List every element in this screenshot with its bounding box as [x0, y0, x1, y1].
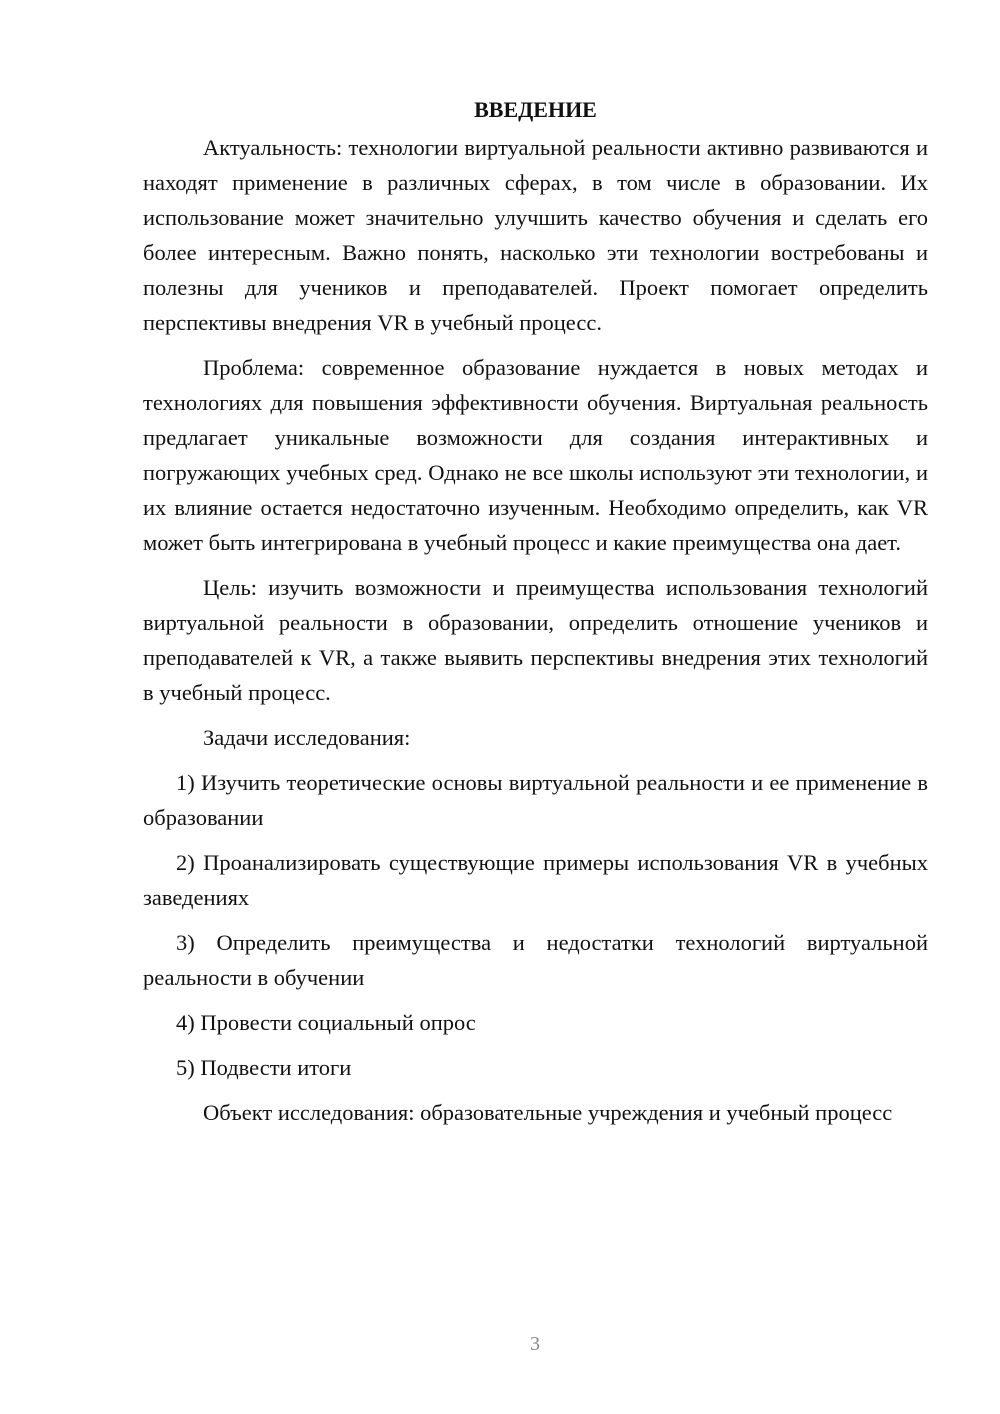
task-item-5: 5) Подвести итоги — [176, 1055, 352, 1080]
page-number: 3 — [530, 1333, 540, 1355]
task-item-1: 1) Изучить теоретические основы виртуальной реальности и ее применение в образовании — [143, 770, 928, 830]
document-body — [143, 92, 928, 1140]
tasks-heading: Задачи исследования: — [203, 725, 411, 750]
task-item-4: 4) Провести социальный опрос — [176, 1010, 476, 1035]
paragraph-problem: Проблема: современное образование нуждается в новых методах и технологиях для повышения эффективности обучения. Виртуальная реальность предлагает уникальные возможности для создания интерактивных и погружающих учебных сред. Однако не все школы используют эти технологии, и их влияние остается недостаточно изученным. Необходимо определить, как VR может быть интегрирована в учебный процесс и какие преимущества она дает. — [143, 355, 928, 555]
paragraph-goal: Цель: изучить возможности и преимущества использования технологий виртуальной реальности в образовании, определить отношение учеников и преподавателей к VR, а также выявить перспективы внедрения этих технологий в учебный процесс. — [143, 575, 928, 705]
task-item-2: 2) Проанализировать существующие примеры использования VR в учебных заведениях — [143, 850, 928, 910]
task-item-3: 3) Определить преимущества и недостатки технологий виртуальной реальности в обучении — [143, 930, 928, 990]
page-title: ВВЕДЕНИЕ — [474, 97, 597, 122]
paragraph-relevance: Актуальность: технологии виртуальной реальности активно развиваются и находят применение в различных сферах, в том числе в образовании. Их использование может значительно улучшить качество обучения и сделать его более интересным. Важно понять, насколько эти технологии востребованы и полезны для учеников и преподавателей. Проект помогает определить перспективы внедрения VR в учебный процесс. — [143, 135, 928, 335]
paragraph-object: Объект исследования: образовательные учреждения и учебный процесс — [203, 1100, 893, 1125]
